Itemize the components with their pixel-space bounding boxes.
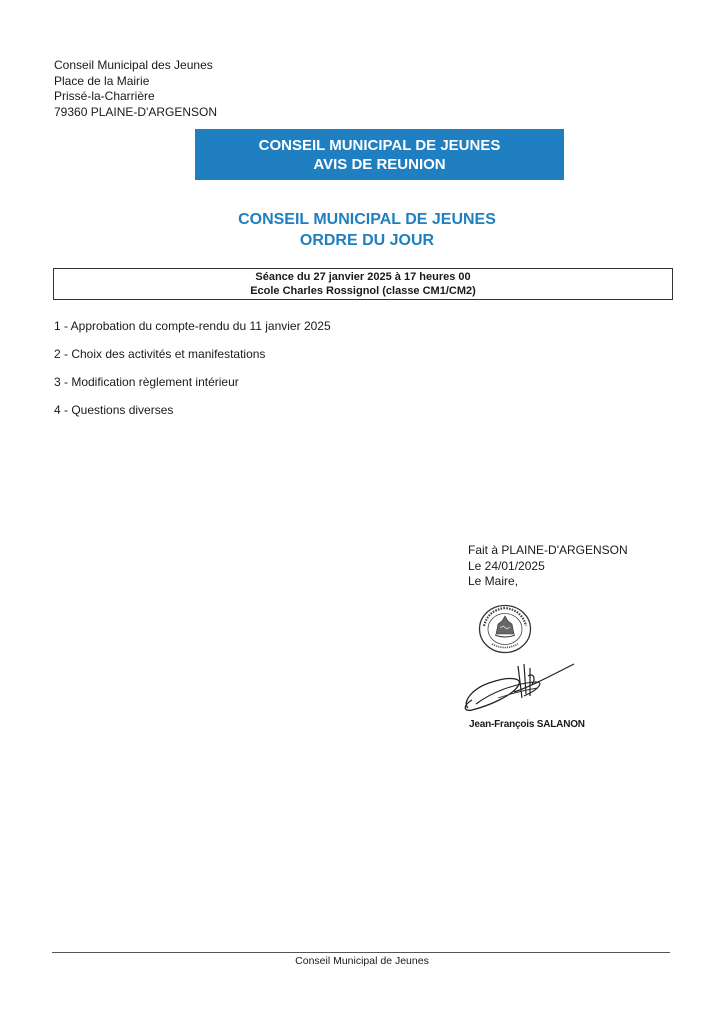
banner-subtitle: AVIS DE REUNION [313, 155, 446, 173]
agenda-item: 4 - Questions diverses [54, 403, 174, 417]
signer-name: Jean-François SALANON [469, 719, 585, 730]
session-datetime: Séance du 27 janvier 2025 à 17 heures 00 [255, 271, 471, 283]
mairie-seal-stamp [478, 604, 532, 654]
signoff-place: Fait à PLAINE-D'ARGENSON [468, 543, 628, 557]
sender-locality: Prissé-la-Charrière [54, 89, 155, 103]
signoff-role: Le Maire, [468, 574, 519, 588]
sender-address [54, 58, 217, 120]
sender-street: Place de la Mairie [54, 73, 150, 88]
header-banner [195, 129, 564, 180]
footer-text: Conseil Municipal de Jeunes [295, 955, 429, 967]
sender-name: Conseil Municipal des Jeunes [54, 58, 213, 72]
agenda-item: 1 - Approbation du compte-rendu du 11 janvier 2025 [54, 319, 331, 333]
agenda-heading-line1: CONSEIL MUNICIPAL DE JEUNES [238, 211, 496, 228]
mayor-handwritten-signature [458, 658, 576, 718]
sender-postcode-city: 79360 PLAINE-D'ARGENSON [54, 104, 218, 119]
agenda-item: 3 - Modification règlement intérieur [54, 375, 239, 389]
footer-divider [52, 952, 670, 953]
agenda-heading [0, 209, 724, 251]
banner-title: CONSEIL MUNICIPAL DE JEUNES [258, 136, 501, 154]
signoff-date: Le 24/01/2025 [468, 558, 545, 573]
agenda-list [54, 319, 331, 431]
signoff-block [468, 543, 628, 590]
session-location: Ecole Charles Rossignol (classe CM1/CM2) [250, 284, 476, 297]
session-box [53, 268, 673, 300]
agenda-heading-line2: ORDRE DU JOUR [299, 232, 435, 249]
agenda-item: 2 - Choix des activités et manifestations [54, 347, 266, 361]
